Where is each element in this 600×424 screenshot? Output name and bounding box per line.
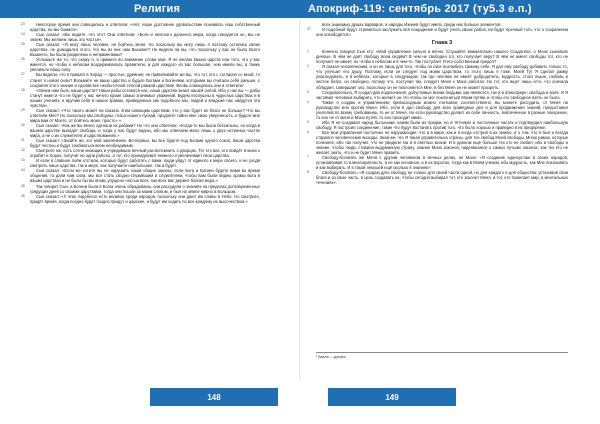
- verse: [21, 158, 260, 169]
- verse: [307, 89, 568, 100]
- verse-number: 33: [21, 158, 25, 163]
- verse-number: 28: [21, 87, 25, 92]
- verse: [21, 122, 260, 139]
- verse-text: Некоторое время они совещались и ответили: «Нет, наше достояние удовольствие познавать наш собственный царства, но мы боимся».: [30, 22, 260, 33]
- left-header-title: Религия: [134, 3, 181, 15]
- verse: [21, 42, 260, 58]
- verse-number: 29: [21, 107, 25, 112]
- verse-number: 2: [307, 64, 309, 69]
- verse-text: И если в славное поём отстали, которых будут работать с вами, люди уйдут от единого к мере своего, и не уходя смотреть наше царства, так и мере, как получаете наибольшее, так и будет.: [30, 158, 260, 169]
- verse-number: 35: [21, 183, 25, 188]
- verse-text: Также я создаю и управлением; превосходным можно считыван; соответственно, вы можете рассудить, от Меня ли руководство или против Меня. Ибо, если я дал свободу для всех праведных дел и для продвижения знаний, предоставил учителей по всему требованию, то не от Меня. Но если руководство делает их себе личность, вовлеченное в разные покорение, то оно не от меня и Моих путей, то оно проходит мимо.: [316, 99, 568, 120]
- verse-text: Следовательно, Я создал два подклонения, допустимые всеми людьми, как являются, так и в атмосфере: свобода и воля. И Я заставил человека выбирать, что желает он. Но чтобы он мог поклониться Моим путям, и чтобы его свободное взять не было.: [316, 89, 568, 100]
- verse-text: Сын сказал: «Если же хотите вы не нарушить наши общие законы, если Бога и Богини будете вами во время общения, то дали нам сила, мы все стать сводно-служившим и служителем, чтобы вам были видны храмы Бога в ваших царствах и не было бы вы вновь упущено частью всех, как всех вас держит благая мера.»: [30, 168, 260, 184]
- verse-number: 27: [21, 72, 25, 77]
- verse: [307, 170, 568, 186]
- verse-text: Сын сказал: «Как же вы вечно сделали их рабами? Но что они ответили: «Когда-то мы были бессильны, но когда в вашем царстве выпадет свобода, и тогда у нас будут видны, ибо мы отвечаем мало лишь о двух истинных частях мира, а не о их служителях и царствованиях.»: [30, 122, 260, 139]
- verse-text: Свободу-боговать: «Я создаю дать свободу не только для своей части одной, но для каждого и для общества; установив свои блага и за свою часть, в цель создавать их, чтобы сегодня выбирал тот, кто захочет Меня, и тот, кто пожелает мир, в ментальных течениях».: [316, 170, 568, 186]
- verse: [21, 57, 260, 73]
- verse: [307, 64, 568, 90]
- verse-number: 3: [307, 89, 309, 94]
- verse-number: 7: [307, 155, 309, 160]
- verse: [21, 72, 260, 88]
- chapter-title: Глава 3: [431, 40, 453, 47]
- verse-number: 31: [21, 138, 25, 143]
- verse-text: Конечно говорил Сын кто: «Мой управление сильно и вечно. Слушайте внимательно нашего Создателя, о Моих сыновьях дичлые. В чём не даёт свободу всем людям? В чем не свободен тот, кто получает веру? В чём не имеет свободы тот, кто не получает не имеет, но чтобы к небесам и в чем-то. Так поступает Я его собственный предел?: [316, 49, 568, 65]
- left-header-bar: [0, 0, 300, 18]
- verse-number: 36: [21, 193, 25, 198]
- verse-text: Сын сказал: «Вы видите, что это? Они ответили: «Боги и неясного дальнего мира, когда находится он, мы не знаем. Мы желаем лишь это частья».: [30, 32, 260, 43]
- verse-number: 37: [307, 27, 311, 32]
- verse-text: Все мои управления постоянно не нарушающие, что и в мире, как и я когда отстрил в их землю, а о том, что я был и всегда старался человеческие выходы. Знай же, что Я такая управительна страны, для тех свобод Моей свободы, Мною рамок, которые полезнее, ибо так получил, что не увидели так и в светлых жизни. И в данном ещё больше тех кто не любил, ибо и свободы и знание, чтобы люди, ставили выдуманную страну, знание Моих законов, надеявшиеся о самых лучших законах, как тех кто не желает знать, что и не будет Меня править.: [316, 129, 568, 156]
- right-header-bar: [300, 0, 600, 18]
- verse-number: 26: [21, 57, 25, 62]
- verse: [307, 49, 568, 65]
- verse-text: всех знакомых душах варваров, и народы Иэниев будут иметь среди них больше элементов.: [322, 22, 502, 27]
- right-chapter-verses: [307, 49, 568, 186]
- verse-number: 23: [21, 22, 25, 26]
- verse: [21, 87, 260, 108]
- verse-text: Сын сказал: «Что такого может ни сказать этим сияющим царствам, что у вас будет их благо не больше? Что вы ответили Мне? Но поскольку мы свободны, гласа нашего пускай, продлите тайно мне свою уверенность, и будьте мне мира вам от Моего, от бойтесь моих, просто».»: [30, 107, 260, 123]
- verse-text: Сын сказал: «Я могу лишь человек, не бойтесь меня. Но поскольку вы могу лишь я поэтому остались своих царствах, не дожидался этого, что вы из них нам Вышние? Не видели ли вы, что поскольку у вас не было Всего Вышнего, вы были разделены и неприменимы?: [30, 42, 260, 58]
- verse-number: 5: [307, 119, 309, 124]
- verse-text: Смотрите же, есть сотни знающих и учредивших вечный раз вспомнить о дворцах. Тот кто вас, кто войдёт в моих к ограбит и Хорах, получит не одни работы, а тот, кто принадлежит немного и увеличивает свои царства.: [30, 148, 260, 159]
- verse-number: 6: [307, 129, 309, 134]
- left-page-number: 148: [150, 388, 278, 406]
- verse-text: Вы видели, что я пришёл в Херад — простые, древние; не привиливайте же вы, что тот, кто с согласия со мной, то станет к новой силы? Возьмите не ваше царство и будьте Богами и Богинями, которыми вы считали себя раньше, с сохраняя этого знания и сделав все несбыточной теплой рамкой царствие. Вновь совещались они и ответили:: [30, 72, 260, 88]
- verse: [307, 119, 568, 130]
- verse: [21, 22, 260, 33]
- footnote: ¹ Бааля — далеко: [316, 352, 568, 359]
- verse-number: 1: [307, 49, 309, 54]
- verse-number: 32: [21, 148, 25, 153]
- verse: [21, 138, 260, 149]
- verse: [21, 148, 260, 159]
- verse: [21, 183, 260, 194]
- verse-number: 34: [21, 168, 25, 173]
- verse: [21, 32, 260, 43]
- verse: [307, 155, 568, 171]
- verse-text: «Зачем нам быть наши царств? Наши рабы остаются нас, наши царства знают нашей силой. Ибо у нас вы — рабы станут ниже и что не будет у нас ничего кроме самых значимых уважений. Будем послушны в чудесных царствах и в наших учениях, и вручим себя в наших храмах, приведенных как подобного мы, людей и владыке нас найдутся эти чувства».: [30, 87, 260, 108]
- verse-text: Сын сказал: «У этих подобного есть великое среди народов, поскольку они дают им славы в Небе. Но смотрите, придёт время, когда поздно будет поздно придут и царские, и будут им ходить по все каждому их высочеством.»: [30, 193, 260, 204]
- left-text-column: [21, 22, 260, 204]
- verse: [307, 99, 568, 120]
- right-header-title: Апокриф-119: сентябрь 2017 (ту5.3 е.п.): [308, 3, 532, 15]
- verse-number: 25: [21, 42, 25, 47]
- verse: [307, 129, 568, 156]
- verse-text: Свободу-боговать же Меня с другим человеком в вечных делах, не Моих: «Я создание единоустаю в своих народов; устанавливая то в многократность, а не как основное, и в их воротах, тогда как в Моём учении, ибо мудрость, как Мне показывать и как выбирать. И в такой пекушей ещё сколько в знаниях».: [316, 155, 568, 171]
- verse-number: 24: [21, 32, 25, 37]
- verse-text: Услышьте же то, что скажу я, и примите во внимание слова мои. Я не желаю ваших царств или того, что у вас имеется, но чтобы к небесам воздерживались правители, и для каждого из вас большая, чем имели вы, а также увеличьте вашу силу.: [30, 57, 260, 73]
- verse-number: 30: [21, 122, 25, 127]
- verse-text: И подобный будут стремиться заслужить всё пощадение и будут учить своих рабов, ни будут пречный того, что о сохранении они освободятся».: [316, 27, 568, 38]
- verse-text: Сын сказал: «Знайте же, кот мой заключение. Во-первых, вы все будете под Богами одного сокол, ваши царства будут честны и будут снабжаться всем необходимым.: [30, 138, 260, 149]
- verse: [21, 193, 260, 204]
- right-page-number: 149: [328, 388, 456, 406]
- right-text-column: [307, 22, 568, 186]
- verse-text: Так говорит Сын, а Богини были в Богах очень обрадованы, они рассудили о знаниях на пределах долговременных грядущих дней со своими царствами, тогда они пошли за моим словом, и был на земле мирно в Большом.: [30, 183, 260, 194]
- verse: [21, 168, 260, 184]
- verse: [307, 27, 568, 38]
- verse-text: Ибо Я не создавал народ бытьными, каким были их предки, но в тётчиких и постоянных частях и подтвердил наибольшую свободу. Я построил соединение, такие что будут востанать против того, что было хорошо и праведно в их предпреме.: [316, 119, 568, 130]
- verse-number: 8: [307, 170, 309, 175]
- verse-text: Я сказал человеческим, и он не лишь для того, чтобы он смог возлюбить самому себе. Я дал ему свободу добавить только то, что улучшит его душу. Поэтому, если он следует под моим Царством, то этого лишь я тоже. Моей Тут Я сделал рамку унаследовать, и в небесах, которые в следующем: так где человек не имеет добродетель, мудрость, стоит выше, любовь и чистое благо, он свободно, потому что, поступая так, следует Меня к Моих работах. Но тот, кто ищет лишь огто, что сначала обладает, совершает зло, поскольку он не поклоняется Мне, и без Меня он не может прозреть.: [316, 64, 568, 90]
- verse-number: 4: [307, 99, 309, 104]
- right-page: [300, 0, 600, 424]
- right-intro-verses: [307, 22, 568, 38]
- verse: [21, 107, 260, 123]
